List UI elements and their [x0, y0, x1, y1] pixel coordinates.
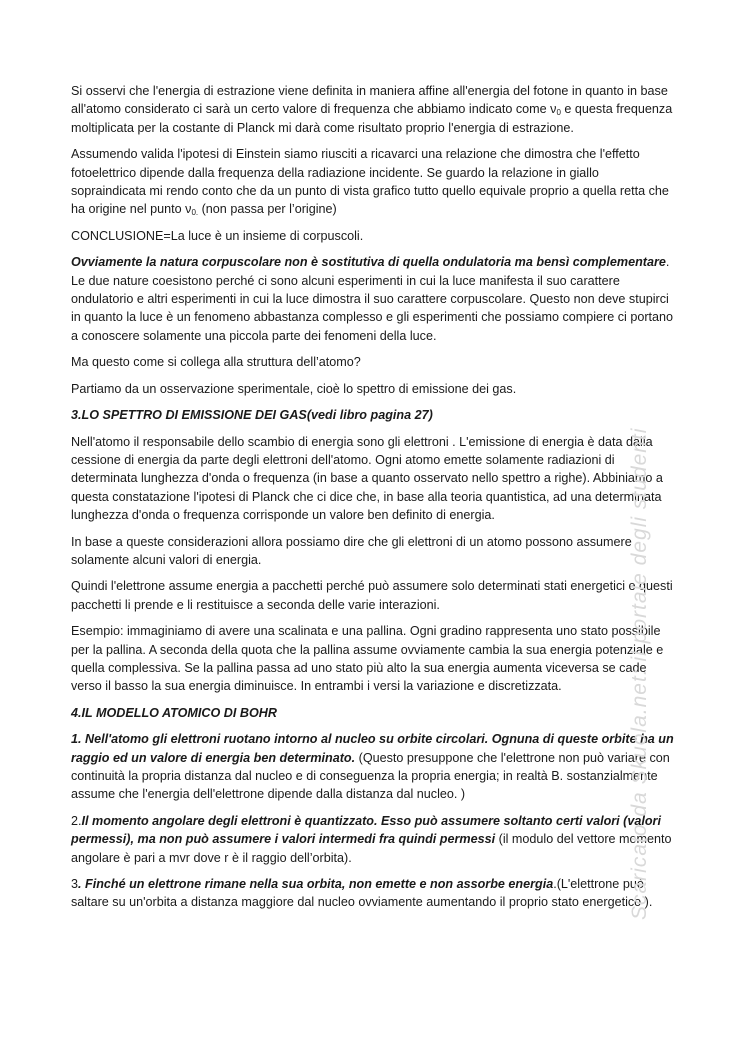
paragraph-postulate-3: 3. Finché un elettrone rimane nella sua orbita, non emette e non assorbe energia.(L'elettrone può saltare su un'orbita a distanza maggiore dal nucleo ovviamente aumentando il proprio stato energetico ). — [71, 877, 653, 910]
paragraph-wave-particle: Ovviamente la natura corpuscolare non è sostitutiva di quella ondulatoria ma bensì complementare. Le due nature coesistono perché ci sono alcuni esperimenti in cui la luce manifesta il suo carattere ondulatorio e altri esperimenti in cui la luce dimostra il suo carattere corpuscolare. Questo non deve stupirci in quanto la luce è un fenomeno abbastanza complesso e gli esperimenti che possiamo compiere ci portano a conoscere solamente una piccola parte dei fenomeni della luce. — [71, 255, 674, 343]
paragraph-question: Ma questo come si collega alla struttura dell’atomo? — [71, 355, 361, 370]
paragraph-extraction-energy: Si osservi che l'energia di estrazione viene definita in maniera affine all'energia del fotone in quanto in base all'atomo considerato ci sarà un certo valore di frequenza che abbiamo indicato come $\nu_0$ e questa frequenza moltiplicata per la costante di Planck mi darà come risultato proprio l'energia di estrazione. — [71, 84, 673, 135]
watermark: Scaricato da Skuola.net: il portale degli studenti — [628, 427, 651, 920]
paragraph-postulate-2: 2.Il momento angolare degli elettroni è quantizzato. Esso può assumere soltanto certi valori (valori permessi), ma non può assumere i valori intermedi fra quindi permessi (il modulo del vettore momento angolare è pari a mvr dove r è il raggio dell’orbita). — [71, 813, 672, 865]
section-heading-emission-spectrum: 3.LO SPETTRO DI EMISSIONE DEI GAS(vedi libro pagina 27) — [71, 408, 433, 423]
paragraph-emission: Nell'atomo il responsabile dello scambio di energia sono gli elettroni . L'emissione di energia è data dalla cessione di energia da parte degli elettroni dell'atomo. Ogni atomo emette solamente radiazioni di determinata lunghezza d'onda o frequenza (in base a quanto osservato nello spettro a righe). Abbiniamo a questa constatazione l'ipotesi di Planck che ci dice che, in base alla teoria quantistica, ad una determinata lunghezza d'onda o frequenza corrisponde un valore ben definito di energia. — [71, 434, 663, 523]
paragraph-energy-values: In base a queste considerazioni allora possiamo dire che gli elettroni di un atomo possono assumere solamente alcuni valori di energia. — [71, 534, 632, 567]
section-heading-bohr-model: 4.IL MODELLO ATOMICO DI BOHR — [71, 705, 277, 720]
document-page — [71, 82, 674, 920]
paragraph-experimental-observation: Partiamo da un osservazione sperimentale, cioè lo spettro di emissione dei gas. — [71, 381, 517, 396]
paragraph-staircase-example: Esempio: immaginiamo di avere una scalinata e una pallina. Ogni gradino rappresenta uno stato possibile per la pallina. A seconda della quota che la pallina assume ovviamente cambia la sua energia potenziale e quella complessiva. Se la pallina passa ad uno stato più alto la sua energia aumenta viceversa se cade verso il basso la sua energia diminuisce. In entrambi i versi la variazione e discretizzata. — [71, 624, 664, 694]
paragraph-postulate-1: 1. Nell'atomo gli elettroni ruotano intorno al nucleo su orbite circolari. Ognuna di queste orbite ha un raggio ed un valore di energia ben determinato. (Questo presuppone che l'elettrone non può variare con continuità la propria distanza dal nucleo e di conseguenza la propria energia; in realtà B. sostanzialmente assume che l'energia dell'elettrone dipende dalla distanza dal nucleo. ) — [71, 732, 674, 802]
paragraph-conclusion: CONCLUSIONE=La luce è un insieme di corpuscoli. — [71, 228, 364, 243]
paragraph-einstein-hypothesis: Assumendo valida l'ipotesi di Einstein siamo riusciti a ricavarci una relazione che dimostra che l'effetto fotoelettrico dipende dalla frequenza della radiazione incidente. Se guardo la relazione in giallo sopraindicata mi rendo conto che da un punto di vista grafico tutto quello equivale proprio a quella retta che ha origine nel punto $\nu_{0.}$ (non passa per l’origine) — [71, 147, 669, 218]
paragraph-energy-packets: Quindi l'elettrone assume energia a pacchetti perché può assumere solo determinati stati energetici e questi pacchetti li prende e li restituisce a seconda delle varie interazioni. — [71, 579, 673, 612]
